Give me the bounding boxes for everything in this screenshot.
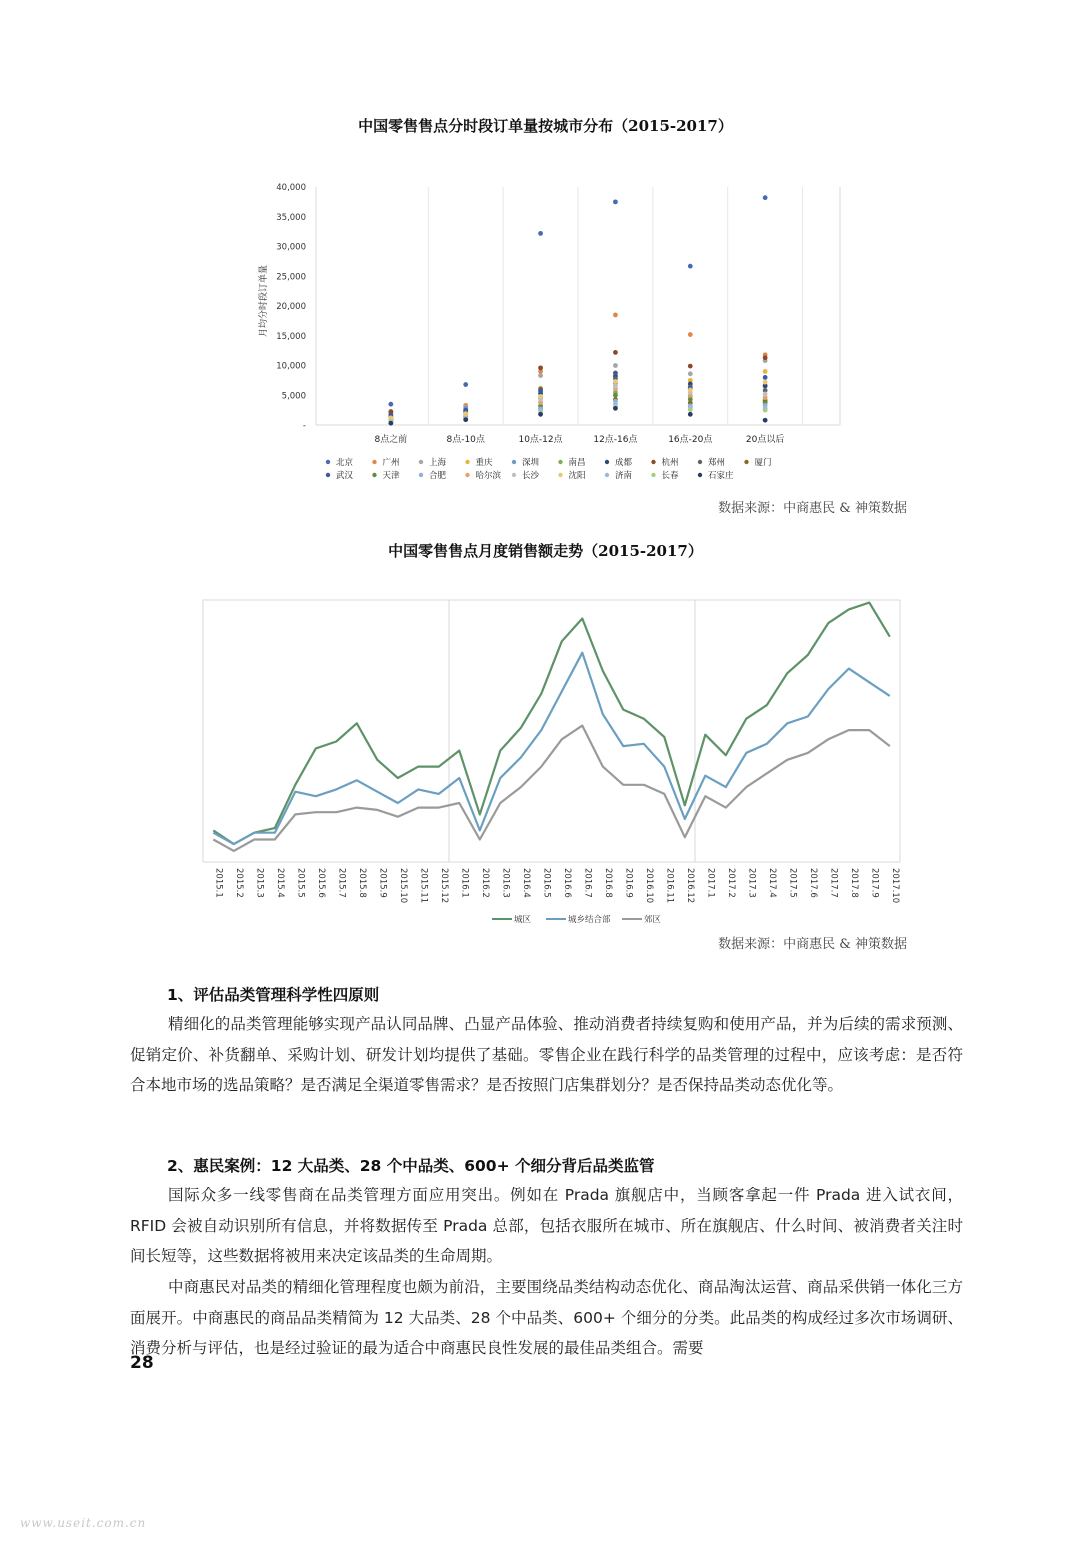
- x-tick-label: 2016.10: [643, 868, 654, 904]
- legend-marker: [558, 460, 562, 464]
- legend-label: 南昌: [568, 458, 586, 468]
- data-point: [763, 418, 768, 423]
- x-tick-label: 2017.5: [787, 868, 798, 898]
- legend-label: 北京: [336, 458, 354, 468]
- legend-label: 长沙: [522, 471, 540, 481]
- y-axis-title: 月均分时段订单量: [259, 264, 269, 338]
- x-category-label: 16点-20点: [668, 435, 713, 445]
- y-tick-label: 40,000: [276, 183, 306, 193]
- x-tick-label: 2017.10: [889, 868, 900, 904]
- x-tick-label: 2015.2: [233, 868, 244, 898]
- data-point: [538, 365, 543, 370]
- x-tick-label: 2015.5: [295, 868, 306, 898]
- x-tick-label: 2017.6: [807, 868, 818, 898]
- data-point: [763, 369, 768, 374]
- data-point: [613, 379, 618, 384]
- legend-label: 深圳: [522, 458, 540, 468]
- legend-label: 成都: [615, 458, 633, 468]
- x-tick-label: 2015.3: [254, 868, 265, 898]
- data-point: [613, 384, 618, 389]
- data-point: [538, 231, 543, 236]
- x-tick-label: 2017.7: [828, 868, 839, 898]
- data-point: [613, 199, 618, 204]
- legend-label: 合肥: [429, 471, 447, 481]
- legend-marker: [372, 473, 376, 477]
- legend-label: 重庆: [475, 458, 493, 468]
- data-point: [688, 371, 693, 376]
- legend-marker: [419, 473, 423, 477]
- data-point: [538, 373, 543, 378]
- legend-label: 上海: [429, 458, 447, 468]
- y-tick-label: 10,000: [276, 361, 306, 372]
- y-tick-label: 25,000: [276, 272, 306, 283]
- data-point: [763, 355, 768, 360]
- legend-label: 哈尔滨: [475, 471, 502, 481]
- section1-paragraph: 精细化的品类管理能够实现产品认同品牌、凸显产品体验、推动消费者持续复购和使用产品，并为后续的需求预测、促销定价、补货翻单、采购计划、研发计划均提供了基础。零售企业在践行科学的品类管理的过程中，应该考虑：是否符合本地市场的选品策略？是否满足全渠道零售需求？是否按照门店集群划分？是否保持品类动态优化等。: [130, 1015, 963, 1094]
- section2-paragraph-2: 中商惠民对品类的精细化管理程度也颇为前沿，主要围绕品类结构动态优化、商品淘汰运营、商品采供销一体化三方面展开。中商惠民的商品品类精简为 12 大品类、28 个中品类、600+ 个细分的分类。此品类的构成经过多次市场调研、消费分析与评估，也是经过验证的最为适合中商惠民良性发展的最佳品类组合。需要: [130, 1278, 963, 1357]
- y-tick-label: 35,000: [276, 212, 306, 223]
- legend-marker: [419, 460, 423, 464]
- x-category-label: 12点-16点: [593, 435, 638, 445]
- x-tick-label: 2016.1: [459, 868, 470, 898]
- x-tick-label: 2017.8: [848, 868, 859, 898]
- chart2-title: 中国零售售点月度销售额走势（2015-2017）: [388, 542, 703, 560]
- legend-label: 济南: [615, 471, 633, 481]
- legend-marker: [744, 460, 748, 464]
- legend-label: 武汉: [336, 471, 354, 481]
- x-tick-label: 2015.12: [438, 868, 449, 904]
- data-point: [613, 363, 618, 368]
- data-point: [688, 264, 693, 269]
- x-tick-label: 2017.3: [746, 868, 757, 898]
- data-point: [763, 195, 768, 200]
- x-tick-label: 2015.9: [377, 868, 388, 898]
- x-tick-label: 2016.8: [602, 868, 613, 898]
- data-point: [538, 389, 543, 394]
- y-tick-label: 15,000: [276, 331, 306, 342]
- series-line: [213, 726, 890, 851]
- legend-label: 石家庄: [708, 471, 734, 481]
- plot-frame: [203, 600, 900, 862]
- legend-label: 郑州: [708, 458, 726, 468]
- x-tick-label: 2016.5: [541, 868, 552, 898]
- data-point: [538, 412, 543, 417]
- x-category-label: 10点-12点: [518, 435, 563, 445]
- x-tick-label: 2015.10: [397, 868, 408, 904]
- legend-label: 城乡结合部: [568, 915, 611, 925]
- section2-heading: 2、惠民案例：12 大品类、28 个中品类、600+ 个细分背后品类监管: [167, 1157, 655, 1175]
- x-tick-label: 2016.2: [479, 868, 490, 898]
- data-point: [688, 407, 693, 412]
- legend-marker: [512, 473, 516, 477]
- legend-label: 厦门: [754, 458, 772, 468]
- y-tick-label: 5,000: [281, 391, 306, 402]
- line-chart: [0, 590, 1091, 935]
- x-tick-label: 2016.3: [500, 868, 511, 898]
- x-tick-label: 2016.11: [664, 868, 675, 904]
- data-point: [688, 387, 693, 392]
- data-point: [463, 417, 468, 422]
- data-point: [688, 397, 693, 402]
- legend-label: 城区: [514, 915, 532, 925]
- chart1-source: 数据来源：中商惠民 & 神策数据: [718, 501, 907, 516]
- x-tick-label: 2015.11: [418, 868, 429, 904]
- legend-marker: [372, 460, 376, 464]
- x-tick-label: 2015.7: [336, 868, 347, 898]
- data-point: [538, 394, 543, 399]
- y-tick-label: 20,000: [276, 302, 306, 312]
- x-tick-label: 2015.4: [274, 868, 285, 898]
- legend-marker: [698, 473, 702, 477]
- chart1-title: 中国零售售点分时段订单量按城市分布（2015-2017）: [358, 117, 733, 135]
- y-tick-label: -: [302, 421, 306, 431]
- legend-marker: [698, 460, 702, 464]
- legend-marker: [651, 460, 655, 464]
- legend-marker: [605, 473, 609, 477]
- x-tick-label: 2016.6: [561, 868, 572, 898]
- legend-marker: [605, 460, 609, 464]
- data-point: [388, 402, 393, 407]
- x-category-label: 8点-10点: [446, 435, 485, 445]
- legend-label: 长春: [661, 471, 679, 481]
- x-tick-label: 2017.2: [725, 868, 736, 898]
- x-category-label: 20点以后: [745, 435, 785, 445]
- legend-marker: [326, 473, 330, 477]
- data-point: [388, 415, 393, 420]
- legend-marker: [326, 460, 330, 464]
- legend-label: 郊区: [644, 915, 662, 925]
- data-point: [388, 421, 393, 426]
- legend-marker: [465, 460, 469, 464]
- scatter-chart: [0, 170, 1091, 495]
- data-point: [763, 408, 768, 413]
- page-number: 28: [130, 1353, 154, 1373]
- x-tick-label: 2017.9: [869, 868, 880, 898]
- x-category-label: 8点之前: [374, 435, 408, 445]
- data-point: [688, 364, 693, 369]
- data-point: [763, 392, 768, 397]
- legend-marker: [558, 473, 562, 477]
- data-point: [613, 313, 618, 318]
- data-point: [613, 393, 618, 398]
- x-tick-label: 2015.1: [213, 868, 224, 898]
- chart2-source: 数据来源：中商惠民 & 神策数据: [718, 937, 907, 952]
- legend-marker: [651, 473, 655, 477]
- section1-heading: 1、评估品类管理科学性四原则: [167, 986, 380, 1004]
- legend-marker: [465, 473, 469, 477]
- data-point: [613, 350, 618, 355]
- data-point: [763, 375, 768, 380]
- x-tick-label: 2017.4: [766, 868, 777, 898]
- legend-marker: [512, 460, 516, 464]
- legend-label: 杭州: [661, 458, 679, 468]
- x-tick-label: 2016.12: [684, 868, 695, 904]
- section2-paragraph-1: 国际众多一线零售商在品类管理方面应用突出。例如在 Prada 旗舰店中，当顾客拿起一件 Prada 进入试衣间，RFID 会被自动识别所有信息，并将数据传至 Prada 总部，包括衣服所在城市、所在旗舰店、什么时间、被消费者关注时间长短等，这些数据将被用来决定该品类的生命周期。: [130, 1186, 963, 1265]
- y-tick-label: 30,000: [276, 242, 306, 253]
- x-tick-label: 2015.8: [356, 868, 367, 898]
- data-point: [463, 382, 468, 387]
- data-point: [763, 380, 768, 385]
- x-tick-label: 2016.4: [520, 868, 531, 898]
- legend-label: 沈阳: [568, 471, 586, 481]
- legend-label: 广州: [382, 458, 400, 468]
- data-point: [463, 411, 468, 416]
- x-tick-label: 2015.6: [315, 868, 326, 898]
- x-tick-label: 2016.9: [623, 868, 634, 898]
- data-point: [688, 412, 693, 417]
- data-point: [613, 371, 618, 376]
- watermark: www.useit.com.cn: [20, 1516, 147, 1530]
- data-point: [688, 332, 693, 337]
- legend-label: 天津: [382, 471, 400, 481]
- x-tick-label: 2017.1: [705, 868, 716, 898]
- x-tick-label: 2016.7: [582, 868, 593, 898]
- data-point: [613, 406, 618, 411]
